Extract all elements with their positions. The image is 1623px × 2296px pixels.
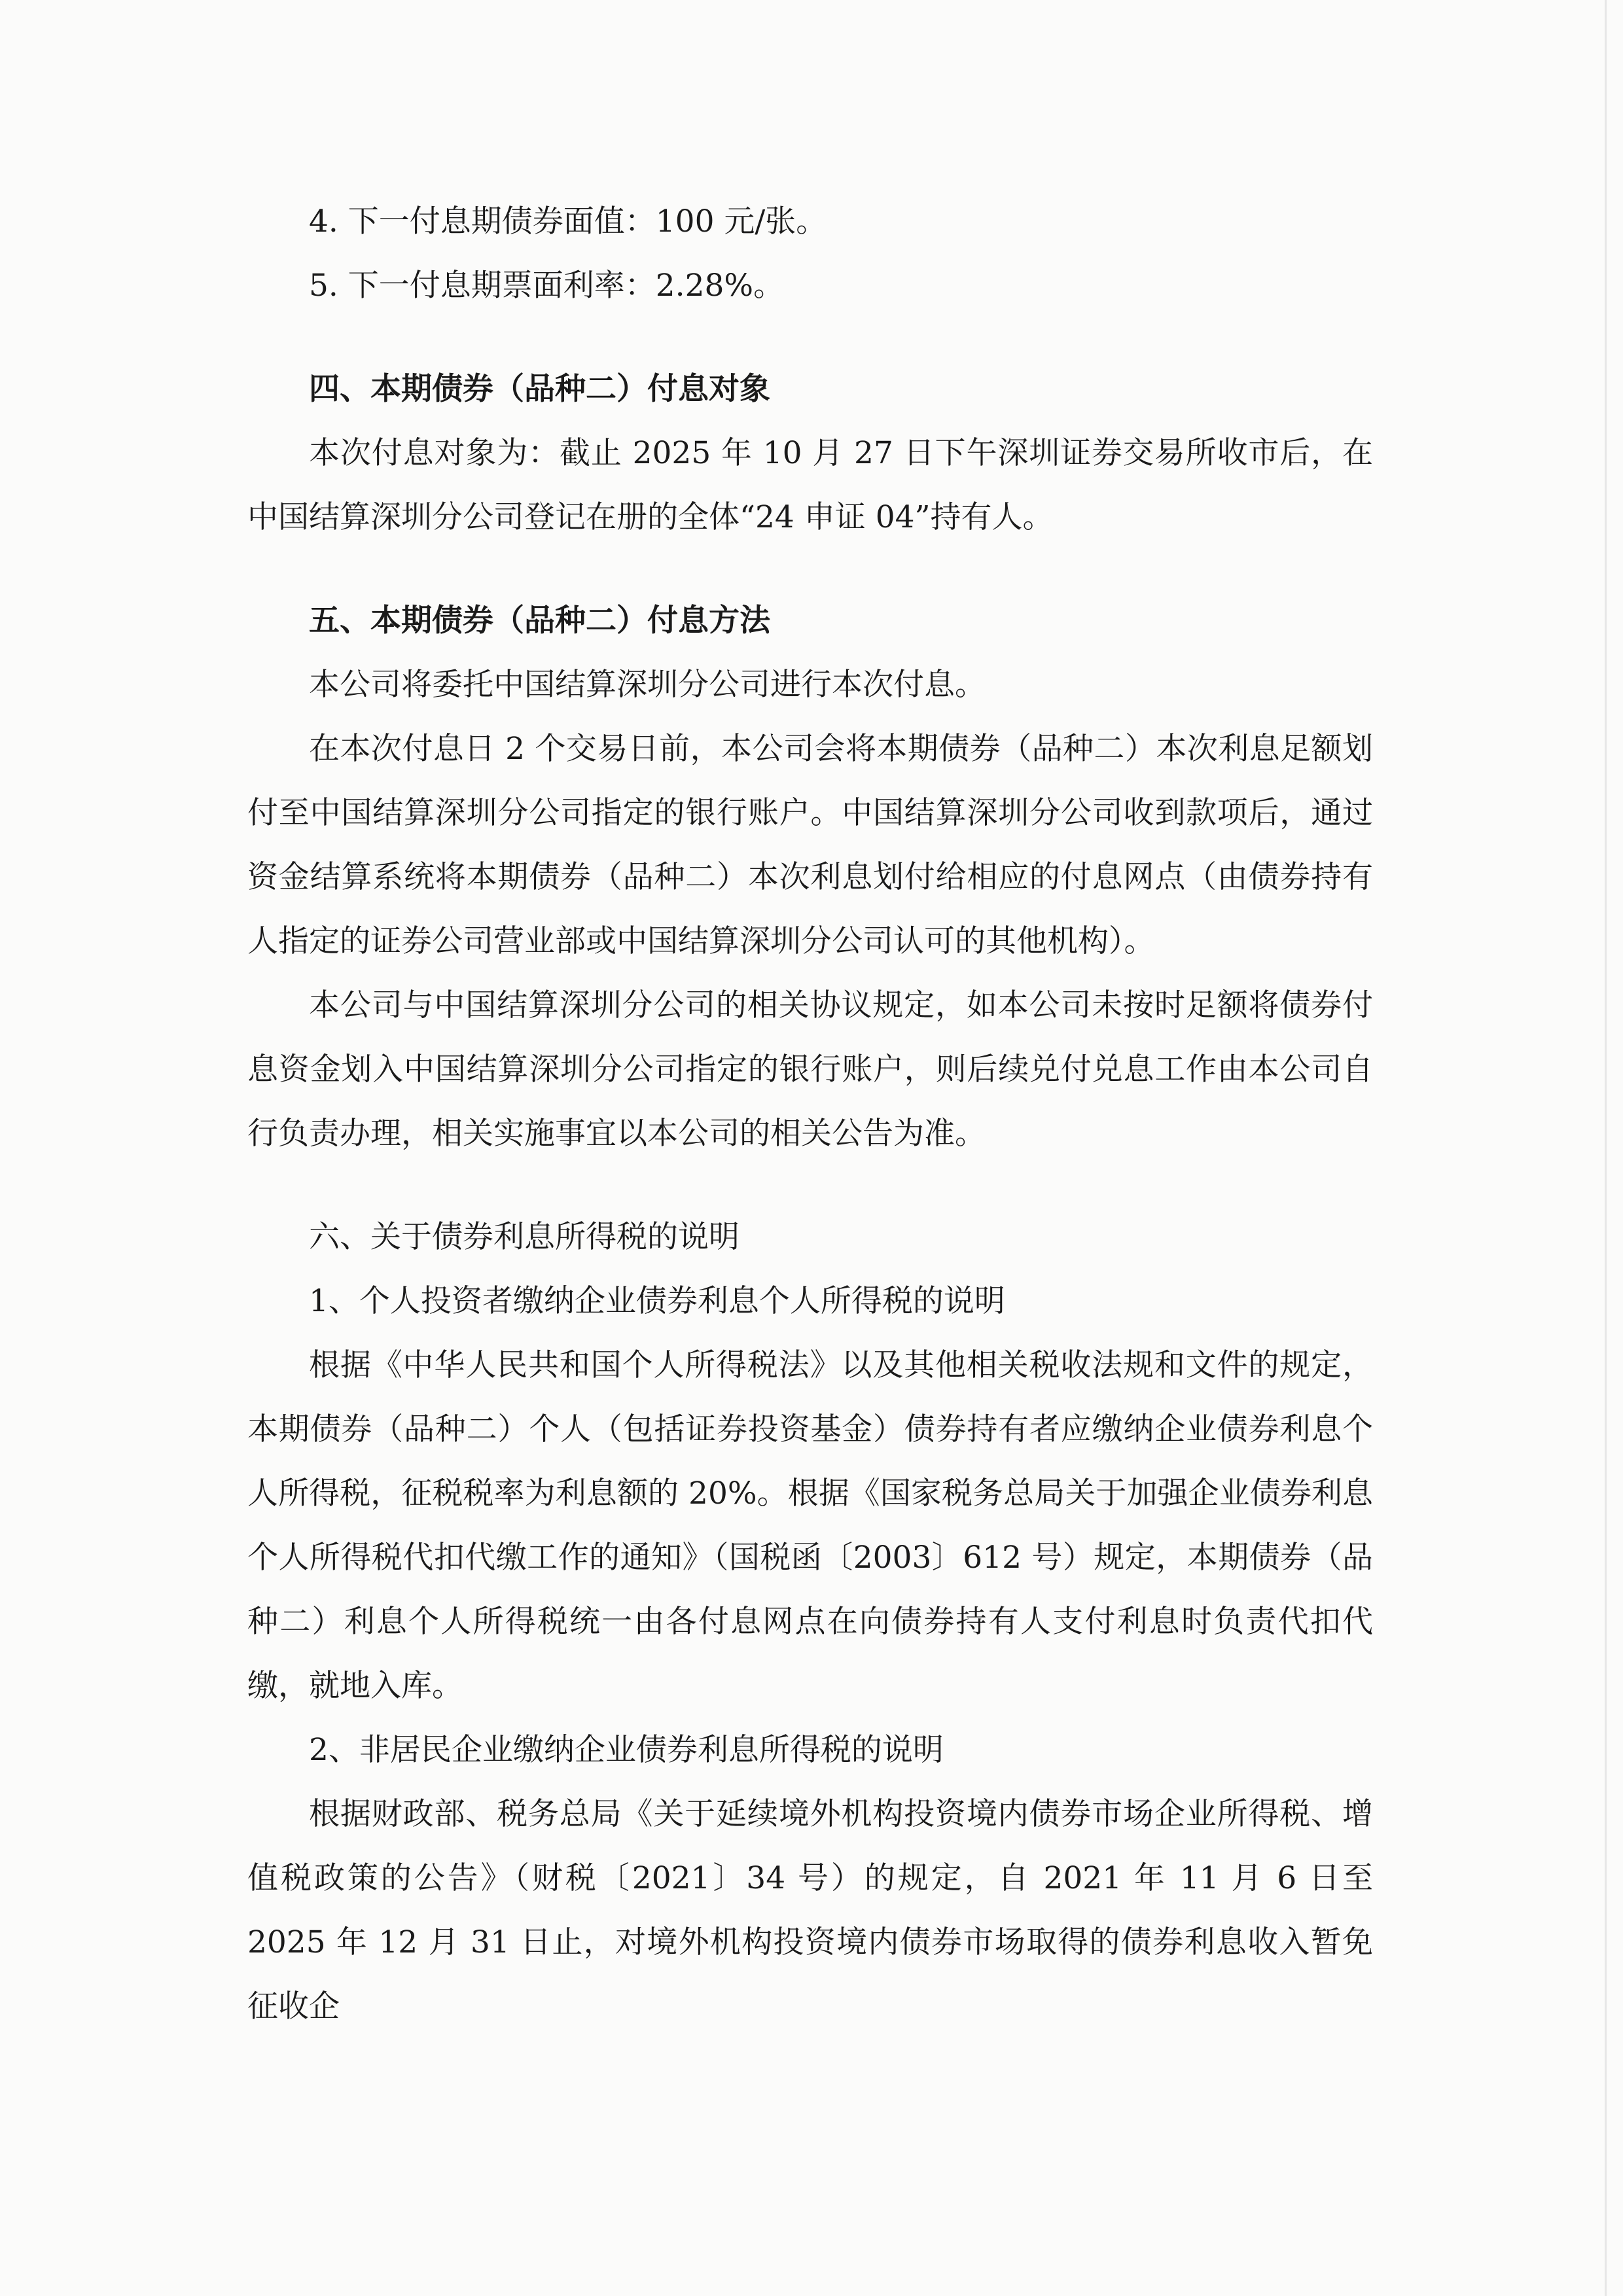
section-6-subheading-1: 1、个人投资者缴纳企业债券利息个人所得税的说明 bbox=[309, 1283, 1005, 1319]
section-6-heading: 六、关于债券利息所得税的说明 bbox=[309, 1219, 740, 1255]
spacer bbox=[247, 550, 1373, 589]
item-4: 4. 下一付息期债券面值：100 元/张。 bbox=[309, 203, 827, 239]
section-5-paragraph-1: 本公司将委托中国结算深圳分公司进行本次付息。 bbox=[309, 667, 986, 703]
section-6-subheading-2: 2、非居民企业缴纳企业债券利息所得税的说明 bbox=[309, 1732, 944, 1768]
page-edge-line bbox=[1605, 0, 1607, 2296]
section-6-paragraph-2: 根据财政部、税务总局《关于延续境外机构投资境内债券市场企业所得税、增值税政策的公告》（财税〔2021〕34 号）的规定，自 2021 年 11 月 6 日至 2025 年 12 月 31 日止，对境外机构投资境内债券市场取得的债券利息收入暂免征收企 bbox=[247, 1796, 1373, 2024]
spacer bbox=[247, 318, 1373, 357]
section-4-heading: 四、本期债券（品种二）付息对象 bbox=[309, 371, 770, 407]
section-6-paragraph-1: 根据《中华人民共和国个人所得税法》以及其他相关税收法规和文件的规定，本期债券（品种二）个人（包括证券投资基金）债券持有者应缴纳企业债券利息个人所得税，征税税率为利息额的 20%。根据《国家税务总局关于加强企业债券利息个人所得税代扣代缴工作的通知》（国税函〔2003〕612 号）规定，本期债券（品种二）利息个人所得税统一由各付息网点在向债券持有人支付利息时负责代扣代缴，就地入库。 bbox=[247, 1347, 1373, 1704]
section-5-heading: 五、本期债券（品种二）付息方法 bbox=[309, 603, 770, 639]
item-5: 5. 下一付息期票面利率：2.28%。 bbox=[309, 268, 785, 304]
spacer bbox=[247, 1166, 1373, 1205]
section-5-paragraph-3: 本公司与中国结算深圳分公司的相关协议规定，如本公司未按时足额将债券付息资金划入中国结算深圳分公司指定的银行账户，则后续兑付兑息工作由本公司自行负责办理，相关实施事宜以本公司的相关公告为准。 bbox=[247, 987, 1373, 1152]
section-4-paragraph: 本次付息对象为：截止 2025 年 10 月 27 日下午深圳证券交易所收市后，在中国结算深圳分公司登记在册的全体“24 申证 04”持有人。 bbox=[247, 435, 1373, 535]
document-body bbox=[247, 190, 1373, 2039]
section-5-paragraph-2: 在本次付息日 2 个交易日前，本公司会将本期债券（品种二）本次利息足额划付至中国结算深圳分公司指定的银行账户。中国结算深圳分公司收到款项后，通过资金结算系统将本期债券（品种二）本次利息划付给相应的付息网点（由债券持有人指定的证券公司营业部或中国结算深圳分公司认可的其他机构）。 bbox=[247, 731, 1373, 959]
